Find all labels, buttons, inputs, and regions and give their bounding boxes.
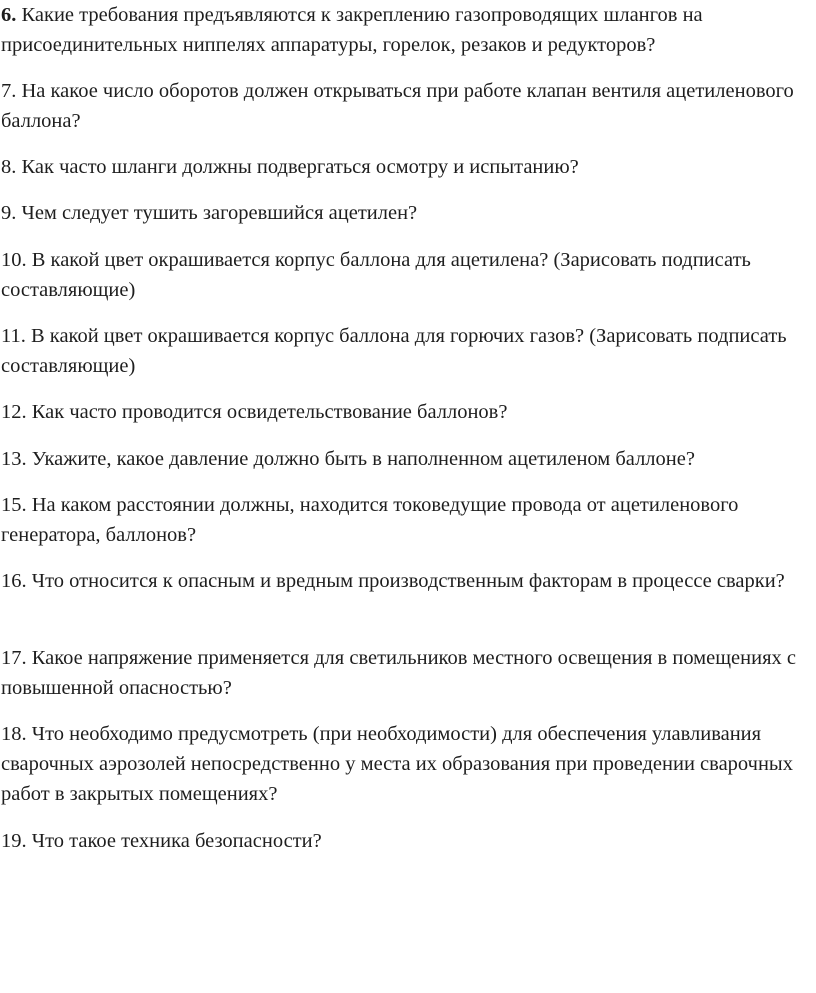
question-text: Как часто шланги должны подвергаться осмотру и испытанию? <box>21 156 579 178</box>
question-19 <box>1 826 810 856</box>
question-text: Как часто проводится освидетельствование баллонов? <box>31 401 508 423</box>
question-number: 13. <box>1 448 27 470</box>
question-number: 16. <box>1 570 27 592</box>
question-text: Какое напряжение применяется для светильников местного освещения в помещениях с повышенной опасностью? <box>1 647 796 699</box>
question-12 <box>1 397 810 427</box>
question-number: 19. <box>1 830 27 852</box>
question-text: Что такое техника безопасности? <box>31 830 322 852</box>
question-number: 11. <box>1 325 26 347</box>
question-18 <box>1 719 810 809</box>
question-number: 9. <box>1 202 17 224</box>
question-number: 18. <box>1 723 27 745</box>
question-number: 12. <box>1 401 27 423</box>
question-11 <box>1 321 810 381</box>
question-text: Укажите, какое давление должно быть в наполненном ацетиленом баллоне? <box>31 448 695 470</box>
question-8 <box>1 152 810 182</box>
question-10 <box>1 245 810 305</box>
question-7 <box>1 76 810 136</box>
question-number: 8. <box>1 156 17 178</box>
question-text: Чем следует тушить загоревшийся ацетилен? <box>21 202 418 224</box>
question-number: 17. <box>1 647 27 669</box>
question-number: 10. <box>1 249 27 271</box>
question-number: 15. <box>1 494 27 516</box>
question-13 <box>1 444 810 474</box>
question-9 <box>1 198 810 228</box>
question-text: Какие требования предъявляются к закреплению газопроводящих шлангов на присоединительных ниппелях аппаратуры, горелок, резаков и редукторов? <box>1 4 703 56</box>
question-17 <box>1 643 810 703</box>
question-text: Что необходимо предусмотреть (при необходимости) для обеспечения улавливания сварочных аэрозолей непосредственно у места их образования при проведении сварочных работ в закрытых помещениях? <box>1 723 793 805</box>
question-number: 6. <box>1 4 17 26</box>
question-16 <box>1 566 810 596</box>
question-text: Что относится к опасным и вредным производственным факторам в процессе сварки? <box>31 570 785 592</box>
question-text: На каком расстоянии должны, находится токоведущие провода от ацетиленового генератора, баллонов? <box>1 494 739 546</box>
question-text: В какой цвет окрашивается корпус баллона для ацетилена? (Зарисовать подписать составляющие) <box>1 249 751 301</box>
question-text: На какое число оборотов должен открываться при работе клапан вентиля ацетиленового баллона? <box>1 80 794 132</box>
question-text: В какой цвет окрашивается корпус баллона для горючих газов? (Зарисовать подписать составляющие) <box>1 325 787 377</box>
question-6 <box>1 0 810 60</box>
question-15 <box>1 490 810 550</box>
question-number: 7. <box>1 80 17 102</box>
